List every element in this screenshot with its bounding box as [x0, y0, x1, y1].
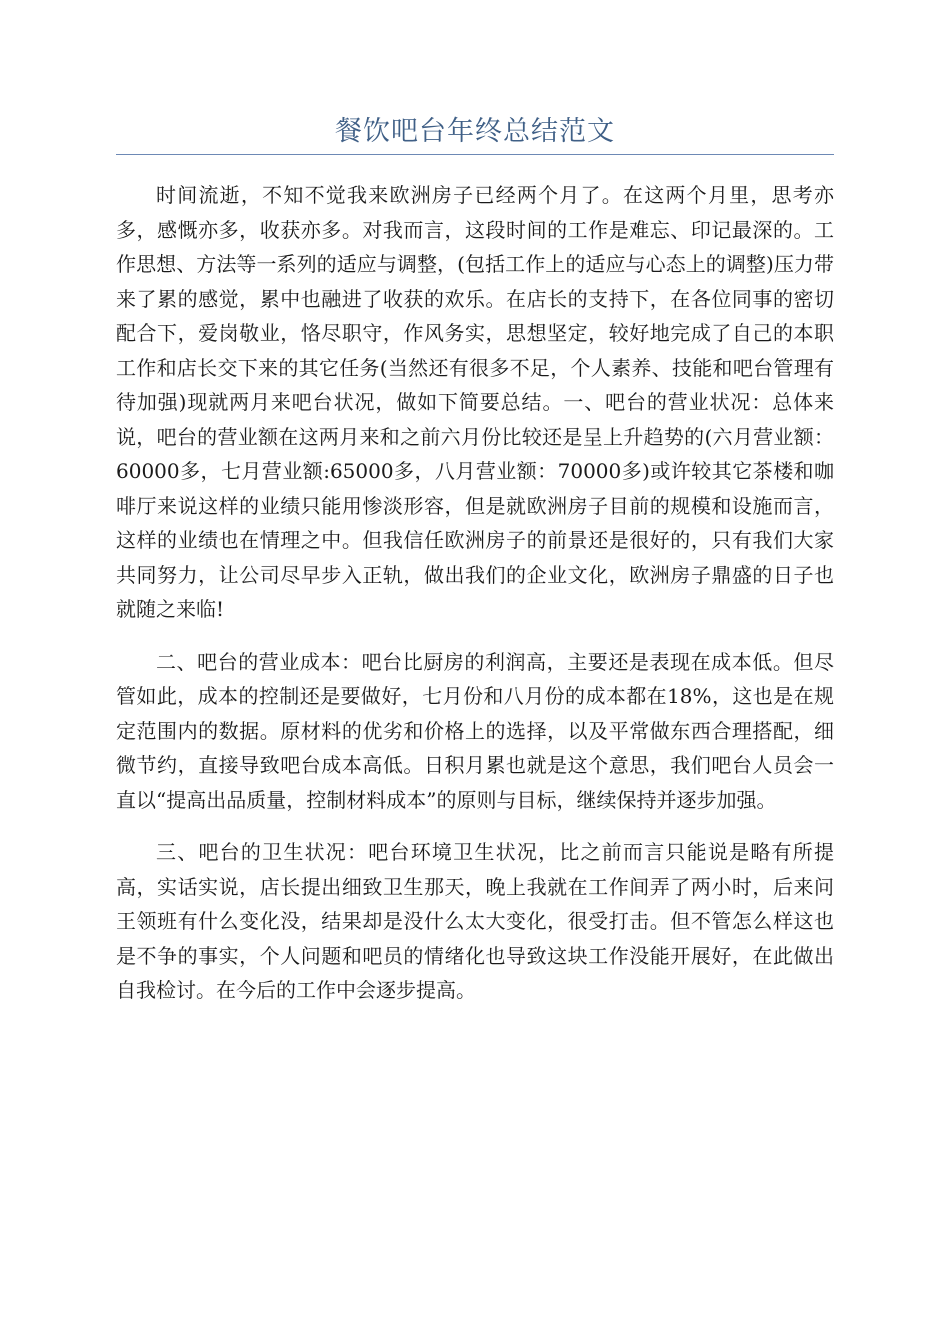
document-body: [116, 178, 834, 1026]
paragraph-cost: 二、吧台的营业成本：吧台比厨房的利润高，主要还是表现在成本低。但尽管如此，成本的控制还是要做好，七月份和八月份的成本都在18%，这也是在规定范围内的数据。原材料的优劣和价格上的选择，以及平常做东西合理搭配，细微节约，直接导致吧台成本高低。日积月累也就是这个意思，我们吧台人员会一直以“提高出品质量，控制材料成本”的原则与目标，继续保持并逐步加强。: [116, 649, 834, 812]
paragraph-intro: 时间流逝，不知不觉我来欧洲房子已经两个月了。在这两个月里，思考亦多，感慨亦多，收获亦多。对我而言，这段时间的工作是难忘、印记最深的。工作思想、方法等一系列的适应与调整，(包括工作上的适应与心态上的调整)压力带来了累的感觉，累中也融进了收获的欢乐。在店长的支持下，在各位同事的密切配合下，爱岗敬业，恪尽职守，作风务实，思想坚定，较好地完成了自己的本职工作和店长交下来的其它任务(当然还有很多不足，个人素养、技能和吧台管理有待加强)现就两月来吧台状况，做如下简要总结。一、吧台的营业状况：总体来说，吧台的营业额在这两月来和之前六月份比较还是呈上升趋势的(六月营业额：60000多，七月营业额:65000多，八月营业额：70000多)或许较其它茶楼和咖啡厅来说这样的业绩只能用惨淡形容，但是就欧洲房子目前的规模和设施而言，这样的业绩也在情理之中。但我信任欧洲房子的前景还是很好的，只有我们大家共同努力，让公司尽早步入正轨，做出我们的企业文化，欧洲房子鼎盛的日子也就随之来临!: [116, 183, 834, 621]
document-title: 餐饮吧台年终总结范文: [335, 116, 615, 147]
paragraph-hygiene: 三、吧台的卫生状况：吧台环境卫生状况，比之前而言只能说是略有所提高，实话实说，店长提出细致卫生那天，晚上我就在工作间弄了两小时，后来问王领班有什么变化没，结果却是没什么太大变化，很受打击。但不管怎么样这也是不争的事实，个人问题和吧员的情绪化也导致这块工作没能开展好，在此做出自我检讨。在今后的工作中会逐步提高。: [116, 840, 834, 1002]
title-underline: [116, 154, 834, 155]
